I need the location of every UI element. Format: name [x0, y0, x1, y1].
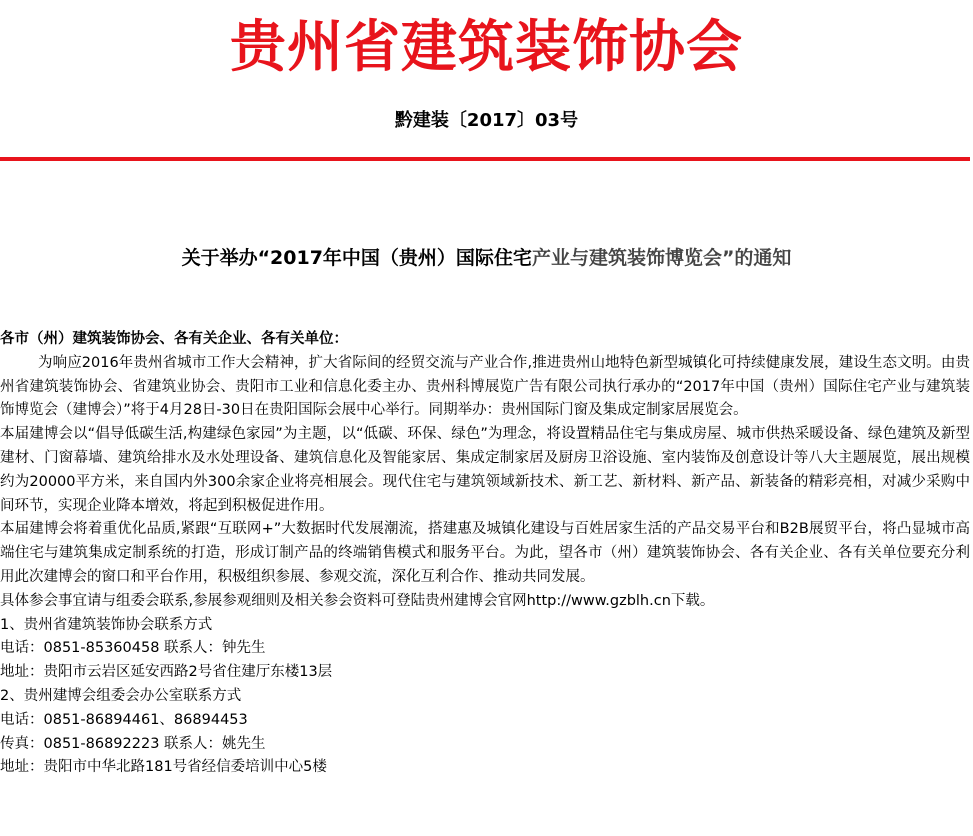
body-paragraph-2: 本届建博会以“倡导低碳生活,构建绿色家园”为主题，以“低碳、环保、绿色”为理念，将设置精品住宅与集成房屋、城市供热采暖设备、绿色建筑及新型建材、门窗幕墙、建筑给排水及水处理设备、建筑信息化及智能家居、集成定制家居及厨房卫浴设施、室内装饰及创意设计等八大主题展览，展出规模约为20000平方米，来自国内外300余家企业将亮相展会。现代住宅与建筑领域新技术、新工艺、新材料、新产品、新装备的精彩亮相，对减少采购中间环节，实现企业降本增效，将起到积极促进作用。 [0, 426, 970, 514]
contact-fax-committee: 传真：0851-86892223 联系人：姚先生 [0, 735, 266, 752]
organization-title: 贵州省建筑装饰协会 [230, 15, 743, 80]
contact-heading-committee: 2、贵州建博会组委会办公室联系方式 [0, 687, 242, 704]
body-paragraph-1: 为响应2016年贵州省城市工作大会精神，扩大省际间的经贸交流与产业合作,推进贵州山地特色新型城镇化可持续健康发展，建设生态文明。由贵州省建筑装饰协会、省建筑业协会、贵阳市工业和信息化委主办、贵州科博展览广告有限公司执行承办的“2017年中国（贵州）国际住宅产业与建筑装饰博览会（建博会）”将于4月28日-30日在贵阳国际会展中心举行。同期举办：贵州国际门窗及集成定制家居展览会。 [0, 354, 970, 419]
notice-title-part-2: 产业与建筑装饰博览会”的通知 [531, 247, 792, 269]
contact-heading-association: 1、贵州省建筑装饰协会联系方式 [0, 616, 213, 633]
body-paragraph-4: 具体参会事宜请与组委会联系,参展参观细则及相关参会资料可登陆贵州建博会官网http://www.gzblh.cn下载。 [0, 592, 715, 609]
notice-body [0, 328, 970, 780]
contact-address-association: 地址：贵阳市云岩区延安西路2号省住建厅东楼13层 [0, 664, 333, 681]
contact-phone-committee: 电话：0851-86894461、86894453 [0, 711, 248, 728]
red-divider-line [0, 157, 970, 161]
salutation: 各市（州）建筑装饰协会、各有关企业、各有关单位： [0, 331, 348, 347]
document-number: 黔建装〔2017〕03号 [394, 110, 579, 131]
notice-title-part-1: 关于举办“2017年中国（贵州）国际住宅 [181, 247, 532, 269]
notice-title [0, 244, 973, 272]
contact-address-committee: 地址：贵阳市中华北路181号省经信委培训中心5楼 [0, 759, 327, 776]
body-paragraph-3: 本届建博会将着重优化品质,紧跟“互联网+”大数据时代发展潮流，搭建惠及城镇化建设与百姓居家生活的产品交易平台和B2B展贸平台，将凸显城市高端住宅与建筑集成定制系统的打造，形成订制产品的终端销售模式和服务平台。为此，望各市（州）建筑装饰协会、各有关企业、各有关单位要充分利用此次建博会的窗口和平台作用，积极组织参展、参观交流，深化互利合作、推动共同发展。 [0, 521, 970, 585]
contact-phone-association: 电话：0851-85360458 联系人：钟先生 [0, 640, 266, 657]
